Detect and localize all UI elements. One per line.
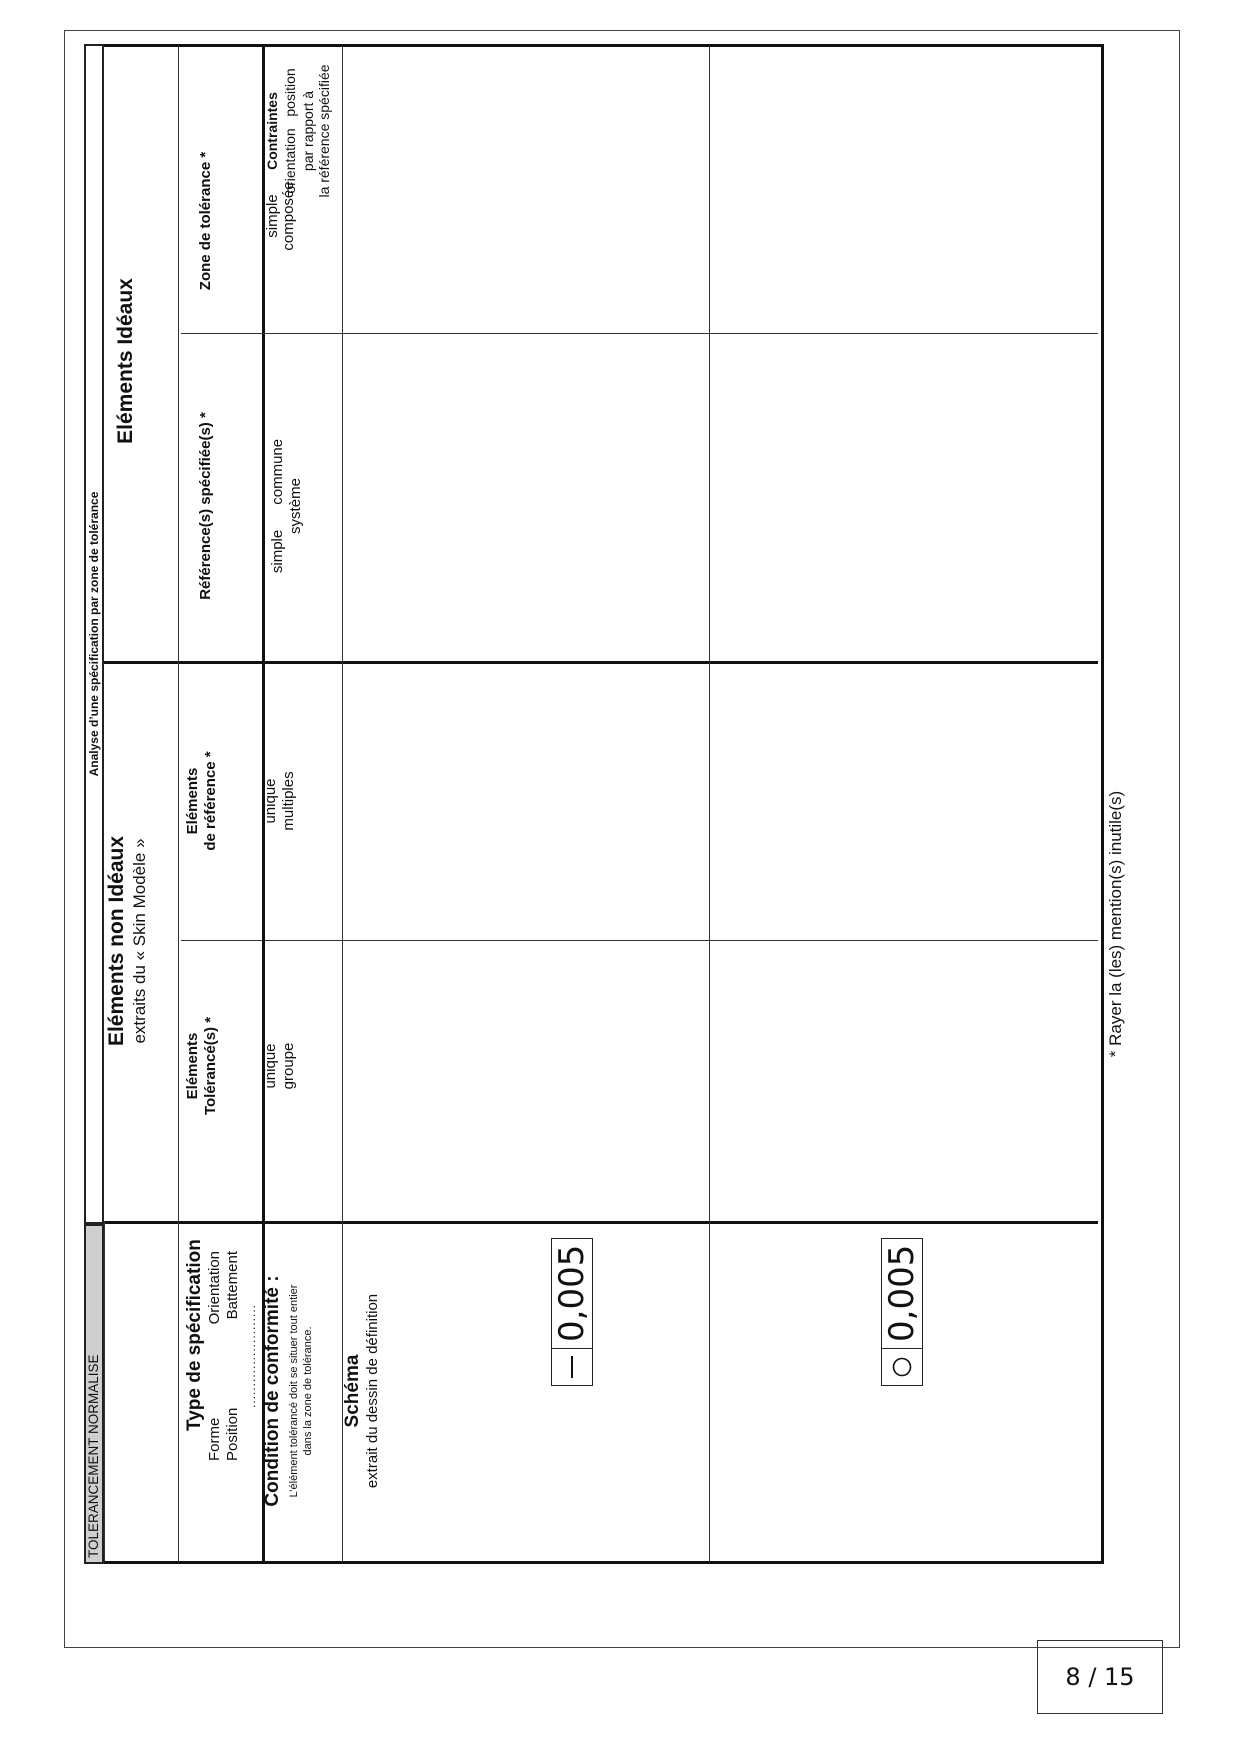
condition-line-1: L’élément tolérancé doit se situer tout entier — [288, 1284, 300, 1498]
col-reference-line-2: de référence * — [202, 751, 219, 851]
page-number: 8 / 15 — [1037, 1640, 1163, 1714]
specification-table — [84, 44, 1125, 1564]
divider-tolerances — [181, 940, 1098, 941]
condition-title: Condition de conformité : — [262, 1275, 283, 1507]
col-tolerances-line-2: Tolérancé(s) * — [202, 1016, 219, 1116]
type-option-orientation: Orientation — [206, 1251, 223, 1325]
col-zone-opt-1: simple — [264, 194, 281, 238]
table-header-strip — [84, 44, 104, 1564]
circularity-icon — [882, 1348, 922, 1385]
col-zone-title: Zone de tolérance * — [197, 151, 214, 291]
col-constraints-line-1: Contraintes — [264, 92, 280, 170]
header-right-title: Analyse d’une spécification par zone de tolérance — [84, 44, 104, 1224]
divider-reference — [181, 333, 1098, 334]
tolerance-value: 0,005 — [552, 1244, 592, 1342]
tolerance-value: 0,005 — [882, 1244, 922, 1342]
col-tolerances-opt-2: groupe — [280, 1042, 297, 1090]
footnote: * Rayer la (les) mention(s) inutile(s) — [1106, 790, 1125, 1058]
row-line-first-row — [709, 47, 710, 1561]
type-option-battement: Battement — [224, 1251, 241, 1320]
col-zone-opt-2: composée — [280, 181, 297, 251]
col-constraints-line-4: la référence spécifiée — [316, 64, 332, 198]
col-constraints-line-2: orientation position — [282, 68, 298, 194]
feature-control-frame-straightness — [551, 1238, 593, 1386]
divider-non-ideal — [104, 661, 1098, 664]
row-line-group-header — [178, 47, 179, 1561]
type-option-forme: Forme — [206, 1417, 223, 1461]
col-ref-spec-opt-2: système — [287, 478, 304, 534]
col-tolerances-line-1: Eléments — [184, 1032, 201, 1100]
type-dots: ........................ — [244, 1304, 258, 1409]
type-option-position: Position — [224, 1407, 241, 1461]
col-reference-opt-2: multiples — [280, 771, 297, 831]
col-reference-line-1: Eléments — [184, 767, 201, 835]
col-constraints-line-3: par rapport à — [300, 90, 316, 172]
straightness-icon — [552, 1348, 592, 1385]
schema-title: Schéma — [342, 1354, 363, 1428]
schema-subtitle: extrait du dessin de définition — [364, 1293, 381, 1489]
header-left-title: TOLERANCEMENT NORMALISE — [84, 1224, 104, 1564]
table-grid — [104, 44, 1104, 1564]
non-ideal-title: Eléments non Idéaux — [105, 835, 128, 1047]
divider-left-column — [104, 1221, 1098, 1224]
row-line-top-left — [104, 1221, 105, 1561]
type-title: Type de spécification — [184, 1239, 205, 1431]
feature-control-frame-circularity — [881, 1238, 923, 1386]
non-ideal-subtitle: extraits du « Skin Modèle » — [130, 838, 149, 1044]
col-ref-spec-title: Référence(s) spécifiée(s) * — [197, 412, 214, 600]
condition-line-2: dans la zone de tolérance. — [302, 1326, 314, 1456]
ideal-title: Eléments Idéaux — [114, 278, 137, 444]
col-tolerances-opt-1: unique — [262, 1043, 279, 1089]
col-reference-opt-1: unique — [262, 778, 279, 824]
col-ref-spec-opt-1: simple commune — [269, 438, 286, 574]
